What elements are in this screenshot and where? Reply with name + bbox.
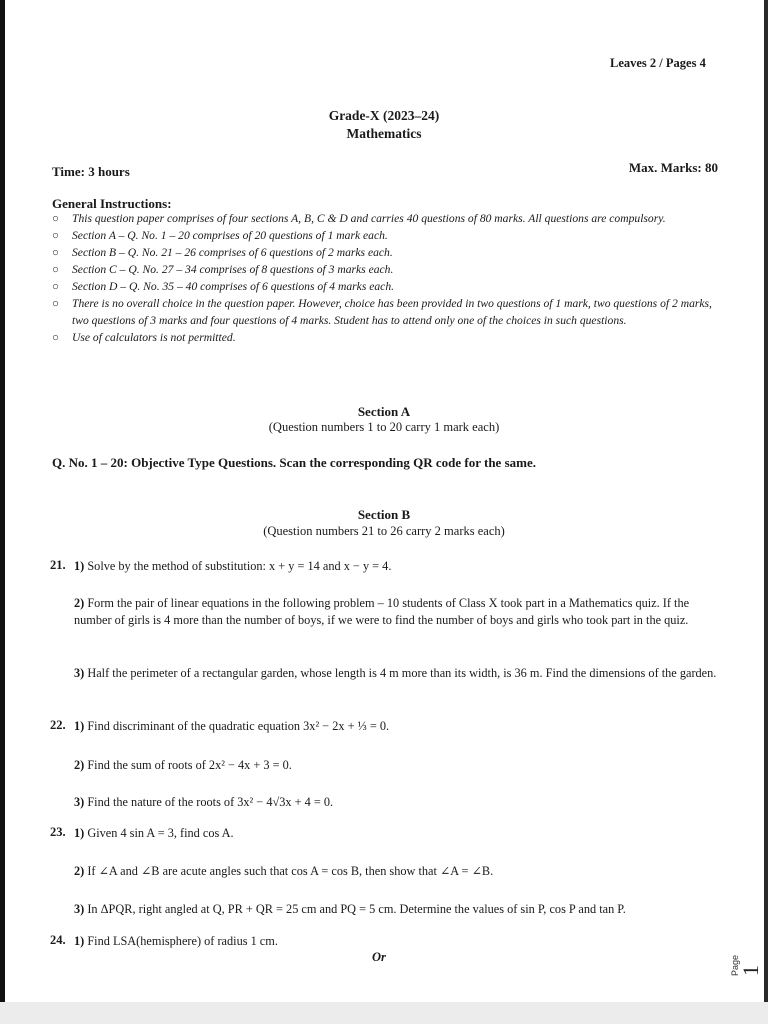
question-number: 24. — [50, 933, 66, 947]
instruction-item: ○ Section D – Q. No. 35 – 40 comprises of 6 questions of 4 marks each. — [52, 280, 395, 293]
grade-title: Grade-X (2023–24) — [328, 108, 440, 123]
question-22-part-1: 1) Find discriminant of the quadratic equation 3x² − 2x + ⅓ = 0. — [74, 719, 390, 733]
circle-bullet-icon: ○ — [52, 246, 60, 259]
instruction-item: ○ Section B – Q. No. 21 – 26 comprises of 6 questions of 2 marks each. — [52, 246, 393, 259]
instruction-item: ○ Use of calculators is not permitted. — [52, 331, 236, 344]
question-23-part-1: 1) Given 4 sin A = 3, find cos A. — [74, 826, 234, 840]
section-a-subtitle: (Question numbers 1 to 20 carry 1 mark each) — [268, 420, 500, 434]
page-word: Page — [730, 954, 740, 976]
page-number-stamp — [720, 940, 764, 980]
question-21-part-2: 2) Form the pair of linear equations in the following problem – 10 students of Class X took part in a Mathematics quiz. If the number of girls is 4 more than the number of boys, if we were to find the number of boys and girls who took part in the quiz. — [74, 596, 690, 627]
circle-bullet-icon: ○ — [52, 280, 60, 293]
question-23-part-3: 3) In ΔPQR, right angled at Q, PR + QR = 25 cm and PQ = 5 cm. Determine the values of sin P, cos P and tan P. — [74, 902, 626, 916]
circle-bullet-icon: ○ — [52, 229, 60, 242]
page-number: 1 — [738, 965, 763, 976]
question-21-part-1: 1) Solve by the method of substitution: x + y = 14 and x − y = 4. — [74, 559, 392, 573]
question-number: 21. — [50, 558, 66, 572]
section-a-title: Section A — [357, 404, 411, 419]
question-number: 23. — [50, 825, 66, 839]
section-b-title: Section B — [357, 507, 411, 522]
instruction-item: ○ Section A – Q. No. 1 – 20 comprises of 20 questions of 1 mark each. — [52, 229, 388, 242]
question-21-part-3: 3) Half the perimeter of a rectangular garden, whose length is 4 m more than its width, is 36 m. Find the dimensions of the garden. — [74, 666, 717, 680]
instruction-item: ○ Section C – Q. No. 27 – 34 comprises of 8 questions of 3 marks each. — [52, 263, 394, 276]
scan-edge-bottom — [0, 1002, 768, 1024]
max-marks: Max. Marks: 80 — [628, 160, 718, 175]
circle-bullet-icon: ○ — [52, 331, 60, 344]
question-number: 22. — [50, 718, 66, 732]
instructions-list — [52, 210, 722, 346]
instructions-title: General Instructions: — [52, 196, 172, 211]
leaves-pages: Leaves 2 / Pages 4 — [610, 56, 706, 70]
objective-questions-note: Q. No. 1 – 20: Objective Type Questions. Scan the corresponding QR code for the same. — [52, 455, 536, 470]
circle-bullet-icon: ○ — [52, 297, 60, 310]
subject-title: Mathematics — [346, 126, 422, 141]
instruction-item: ○ There is no overall choice in the question paper. However, choice has been provided in two questions of 1 mark, two questions of 2 marks, two questions of 3 marks and four questions of 4 marks. Student has to attend only one of the choices in such questions. — [52, 297, 712, 327]
section-b-subtitle: (Question numbers 21 to 26 carry 2 marks each) — [263, 524, 505, 538]
time-allowed: Time: 3 hours — [52, 164, 130, 179]
instruction-item: ○ This question paper comprises of four sections A, B, C & D and carries 40 questions of 80 marks. All questions are compulsory. — [52, 212, 666, 225]
question-22-part-2: 2) Find the sum of roots of 2x² − 4x + 3 = 0. — [74, 758, 292, 772]
or-choice-label: Or — [372, 950, 386, 964]
question-23-part-2: 2) If ∠A and ∠B are acute angles such that cos A = cos B, then show that ∠A = ∠B. — [74, 864, 494, 878]
question-22-part-3: 3) Find the nature of the roots of 3x² − 4√3x + 4 = 0. — [74, 795, 334, 809]
circle-bullet-icon: ○ — [52, 212, 60, 225]
question-24-part-1: 1) Find LSA(hemisphere) of radius 1 cm. — [74, 934, 278, 948]
circle-bullet-icon: ○ — [52, 263, 60, 276]
